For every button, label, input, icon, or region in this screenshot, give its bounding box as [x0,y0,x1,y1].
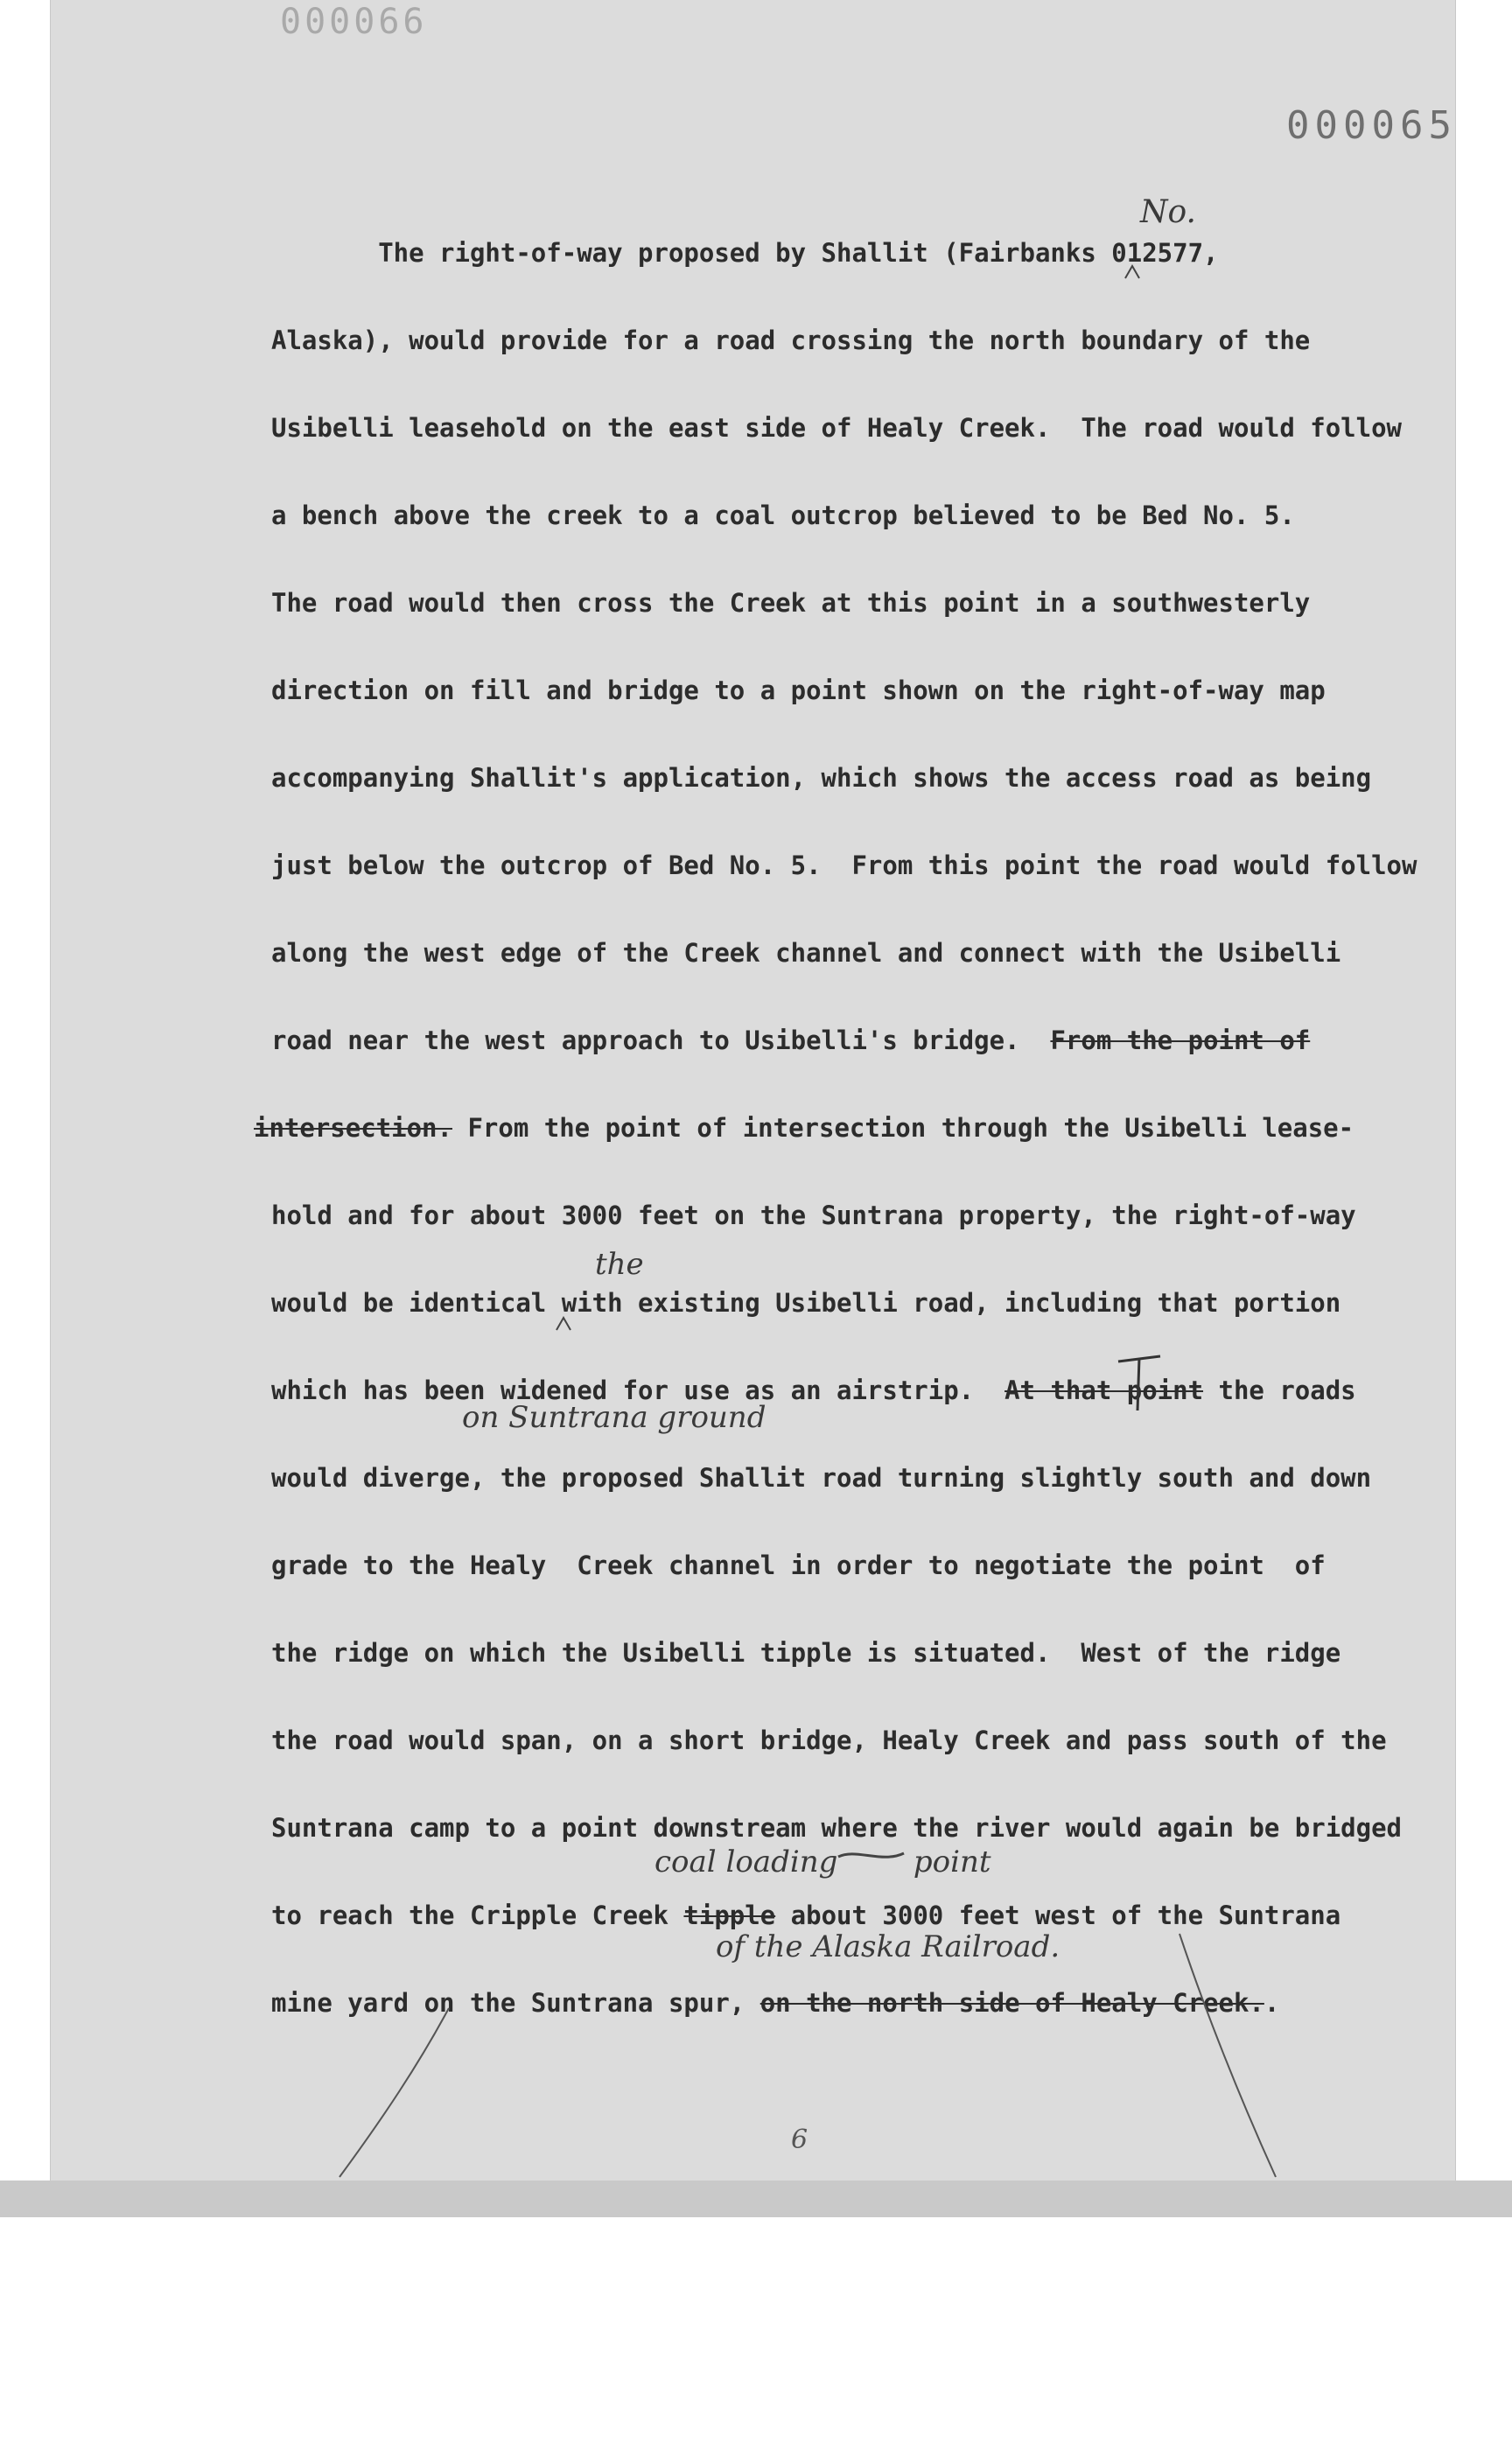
text-line-12: hold and for about 3000 feet on the Suntrana property, the right-of-way [271,1200,1356,1230]
stamp-page-number: 000065 [1286,103,1457,148]
text-line-1: The right-of-way proposed by Shallit (Fairbanks 012577, [271,238,1219,268]
text-line-6: direction on fill and bridge to a point shown on the right-of-way map [271,676,1326,705]
text-line-11 [254,1113,1354,1143]
text-line-20 [271,1900,1340,1930]
text-line-3: Usibelli leasehold on the east side of Healy Creek. The road would follow [271,413,1403,443]
text-line-19: Suntrana camp to a point downstream where the river would again be bridged [271,1813,1403,1843]
caret-mark [1125,266,1139,278]
caret-mark [556,1318,570,1330]
pen-stroke-mark [1180,1934,1276,2177]
scan-edge [0,2180,1512,2217]
text-line-8: just below the outcrop of Bed No. 5. From this point the road would follow [271,850,1418,880]
text-line-7: accompanying Shallit's application, which shows the access road as being [271,763,1372,793]
text-line-2: Alaska), would provide for a road crossing the north boundary of the [271,326,1311,355]
text-line-18: the road would span, on a short bridge, Healy Creek and pass south of the [271,1726,1387,1755]
text-line-11-main: From the point of intersection through the Usibelli lease- [452,1113,1354,1143]
ghost-page-number: 000066 [280,2,428,42]
text-line-9: along the west edge of the Creek channel and connect with the Usibelli [271,938,1341,968]
page-number: 6 [791,2124,808,2155]
text-line-14 [271,1376,1356,1405]
text-line-21-tail: . [1264,1988,1280,2018]
text-line-14-tail: the roads [1203,1376,1356,1405]
text-line-4: a bench above the creek to a coal outcrop believed to be Bed No. 5. [271,500,1295,530]
text-line-13: would be identical with existing Usibelli road, including that portion [271,1288,1341,1318]
text-line-10 [271,1026,1310,1055]
text-line-15: would diverge, the proposed Shallit road turning slightly south and down [271,1463,1372,1493]
text-line-14-main: which has been widened for use as an airstrip. [271,1376,975,1405]
document-page [51,0,1455,2180]
pen-stroke-mark [340,2008,449,2177]
text-line-21 [271,1988,1279,2018]
struck-text: From the point of [1050,1026,1311,1055]
handwritten-suntrana-ground: on Suntrana ground [462,1400,766,1435]
text-line-20-main: to reach the Cripple Creek [271,1900,668,1930]
handwritten-alaska-railroad: of the Alaska Railroad. [716,1929,1060,1964]
text-line-20-tail: about 3000 feet west of the Suntrana [775,1900,1341,1930]
text-line-21-main: mine yard on the Suntrana spur, [271,1988,746,2018]
struck-text: intersection. [254,1113,452,1143]
struck-text: At that point [1004,1376,1204,1405]
text-line-17: the ridge on which the Usibelli tipple is situated. West of the ridge [271,1638,1341,1668]
text-line-5: The road would then cross the Creek at this point in a southwesterly [271,588,1311,618]
text-line-16: grade to the Healy Creek channel in order to negotiate the point of [271,1550,1326,1580]
struck-text: on the north side of Healy Creek. [760,1988,1264,2018]
handwritten-the: the [595,1247,644,1282]
text-line-10-main: road near the west approach to Usibelli's bridge. [271,1026,1020,1055]
struck-text: tipple [683,1900,776,1930]
handwritten-coal-loading-point: coal loading point [654,1844,991,1880]
handwritten-no: No. [1140,194,1196,230]
